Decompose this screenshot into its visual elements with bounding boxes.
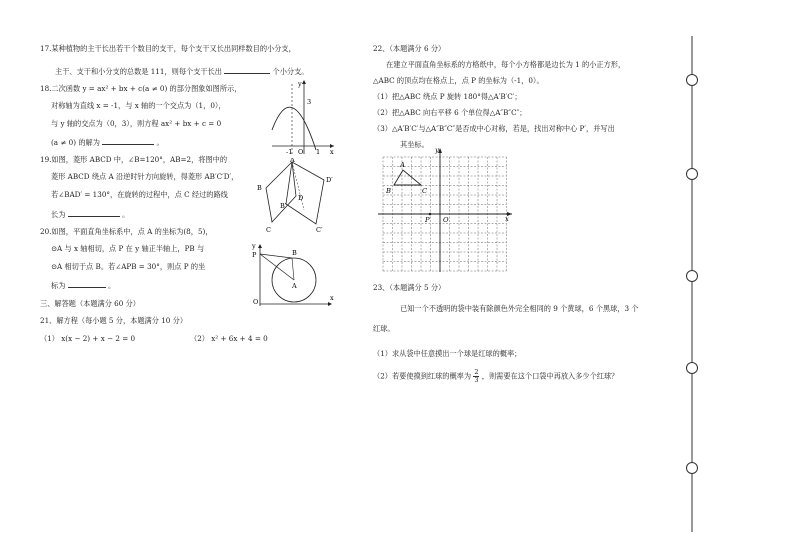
fig19-label-A: A xyxy=(290,158,295,164)
circle-tangent-figure xyxy=(250,242,336,308)
parabola-figure xyxy=(268,78,338,156)
fig20-label-x: x xyxy=(330,294,334,302)
binding-hole-2 xyxy=(687,169,698,180)
fig19-label-C-prime: C′ xyxy=(316,226,323,234)
fig19-label-D-prime: D′ xyxy=(326,176,333,184)
fig20-label-O: O xyxy=(253,298,259,306)
coordinate-grid-figure xyxy=(376,146,516,274)
probability-fraction xyxy=(473,369,479,384)
fig18-label-origin: O xyxy=(298,148,304,156)
rhombus-figure xyxy=(254,158,338,234)
q18-line3: 与 y 轴的交点为（0，3），则方程 ax² + bx + c = 0 xyxy=(51,119,222,128)
q20-line4-end: 。 xyxy=(107,281,116,290)
binding-hole-5 xyxy=(687,463,698,474)
q20-line2: ⊙A 与 x 轴相切，点 P 在 y 轴正半轴上，PB 与 xyxy=(51,244,205,253)
fraction-numerator: 2 xyxy=(474,368,479,376)
q19-line4 xyxy=(51,208,129,220)
fig19-label-B: B xyxy=(257,184,262,192)
fig20-label-P: P xyxy=(252,251,257,259)
q20-answer-blank[interactable] xyxy=(68,279,106,288)
q19-line2: 菱形 ABCD 绕点 A 沿逆时针方向旋转，得菱形 AB′C′D′， xyxy=(51,172,239,181)
q23-line2: 红球。 xyxy=(373,324,395,333)
q23-item2 xyxy=(373,369,618,384)
q22-item3: （3）△A′B′C′与△A″B″C″是否成中心对称，若是，找出对称中心 P′，并写出 xyxy=(373,124,615,133)
fig18-label-1: 1 xyxy=(316,148,321,156)
q23-title: 23、（本题满分 5 分） xyxy=(373,283,446,292)
q19-line1: 19.如图，菱形 ABCD 中，∠B=120°，AB=2，将图中的 xyxy=(40,155,228,164)
q18-line4-text: (a ≠ 0) 的解为 xyxy=(51,138,100,147)
grid-label-B: B xyxy=(386,187,391,195)
q21-part1: （1） x(x − 2) + x − 2 = 0 xyxy=(40,334,136,343)
q20-line1: 20.如图，平面直角坐标系中，点 A 的坐标为(8，5)， xyxy=(40,227,213,236)
q18-line1: 18.二次函数 y = ax² + bx + c(a ≠ 0) 的部分图象如图所示， xyxy=(40,84,242,93)
q22-item1: （1）把△ABC 绕点 P 旋转 180°得△A′B′C′； xyxy=(373,92,522,101)
q20-line4-text: 标为 xyxy=(51,281,66,290)
grid-label-A: A xyxy=(400,161,405,169)
q17-answer-blank[interactable] xyxy=(224,65,270,74)
q20-line3: ⊙A 相切于点 B。若∠APB = 30°，则点 P 的坐 xyxy=(51,262,206,271)
q23-item2-text: （2）若要使摸到红球的概率为 xyxy=(373,371,472,381)
fig19-label-C: C xyxy=(266,226,271,234)
fig20-label-y: y xyxy=(252,242,256,250)
fig20-label-A: A xyxy=(292,282,297,290)
q17-line2-end: 个小分支。 xyxy=(272,67,309,76)
q18-line2: 对称轴为直线 x = -1，与 x 轴的一个交点为（1，0）， xyxy=(51,101,226,110)
q23-line1: 已知一个不透明的袋中装有除颜色外完全相同的 9 个黄球，6 个黑球，3 个 xyxy=(400,304,639,313)
grid-label-x: x xyxy=(505,215,509,223)
q18-line4-end: 。 xyxy=(156,138,164,147)
q21-part2: （2） x² + 6x + 4 = 0 xyxy=(190,334,268,343)
q22-line1: 在建立平面直角坐标系的方格纸中，每个小方格都是边长为 1 的小正方形， xyxy=(386,60,626,69)
q17-line2-text: 主干、支干和小分支的总数是 111，则每个支干长出 xyxy=(55,67,222,76)
q23-item1: （1）求从袋中任意摸出一个球是红球的概率； xyxy=(373,349,522,358)
q19-line4-end: 。 xyxy=(121,210,130,219)
section-3-heading: 三、解答题（本题满分 60 分） xyxy=(40,299,140,308)
binding-margin xyxy=(680,36,704,536)
fig18-label-neg1: -1 xyxy=(286,148,293,156)
q22-item2: （2）把△ABC 向右平移 6 个单位得△A″B″C″； xyxy=(373,108,527,117)
binding-hole-3 xyxy=(687,271,698,282)
grid-label-y: y xyxy=(435,146,439,154)
binding-hole-1 xyxy=(687,75,698,86)
q19-line4-text: 长为 xyxy=(51,210,66,219)
fig18-label-y: y xyxy=(298,80,302,88)
q18-answer-blank[interactable] xyxy=(102,136,154,145)
q23-item2-end: ，则需要在这个口袋中再放入多少个红球？ xyxy=(481,371,619,381)
q22-item3-cont: 其坐标。 xyxy=(400,140,429,149)
fig20-label-B: B xyxy=(292,249,297,257)
q21-title: 21、解方程（每小题 5 分，本题满分 10 分） xyxy=(40,316,188,325)
grid-label-O: O xyxy=(443,216,449,224)
q20-line4 xyxy=(51,279,115,291)
binding-hole-4 xyxy=(687,363,698,374)
q19-line3: 若∠BAD′ = 130°，在旋转的过程中，点 C 经过的路线 xyxy=(51,190,228,199)
q18-line4 xyxy=(51,136,164,148)
fig18-label-3: 3 xyxy=(307,98,312,106)
fraction-denominator: 3 xyxy=(474,376,479,384)
grid-label-P: P xyxy=(425,216,430,224)
q19-answer-blank[interactable] xyxy=(68,208,120,217)
fig19-label-D: D xyxy=(298,194,304,202)
fig18-label-x: x xyxy=(330,148,334,156)
q22-line2: △ABC 的顶点均在格点上，点 P 的坐标为（-1，0）。 xyxy=(373,76,544,85)
q17-line1: 17.某种植物的主干长出若干个数目的支干，每个支干又长出同样数目的小分支， xyxy=(40,44,296,53)
q22-title: 22、（本题满分 6 分） xyxy=(373,44,446,53)
grid-label-C: C xyxy=(422,187,428,195)
fig19-label-B-prime: B′ xyxy=(280,202,287,210)
q17-line2 xyxy=(55,65,309,77)
